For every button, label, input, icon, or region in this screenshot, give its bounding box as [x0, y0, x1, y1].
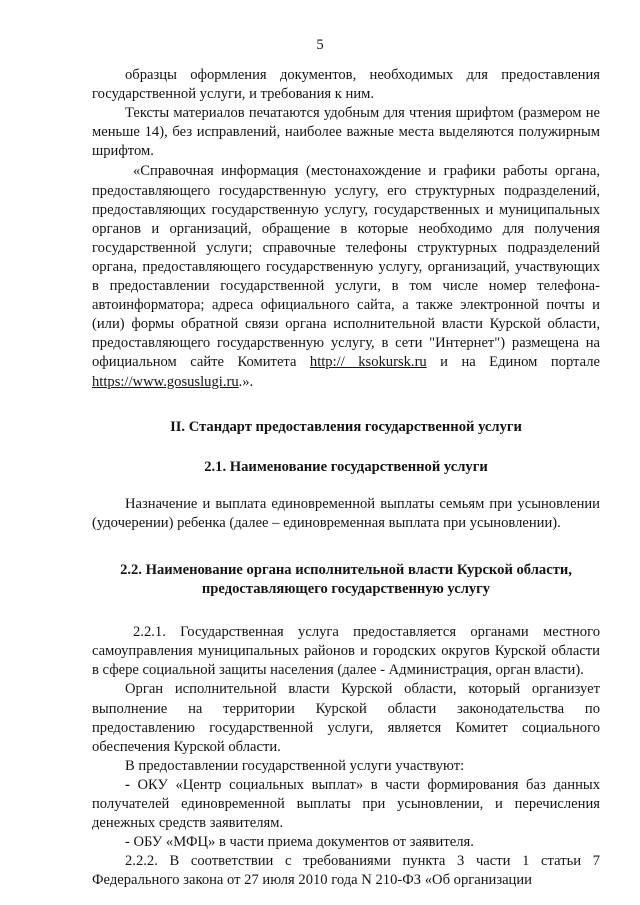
page-content [92, 66, 600, 890]
reference-info-end: .». [238, 373, 254, 390]
reference-info-text: «Справочная информация (местонахождение и графики работы органа, предоставляющего государственную услугу, его структурных подразделений, предоставляющих государственную услугу, государственных и муниципальных органов и организаций, обращение в которые необходимо для получения государственной услуги; справочные телефоны структурных подразделений органа, предоставляющего государственную услугу, организаций, участвующих в предоставлении государственной услуги, в том числе номер телефона-автоинформатора; адреса официального сайта, а также электронной почты и (или) формы обратной связи органа исполнительной власти Курской области, предоставляющего государственную услугу, в сети "Интернет") размещена на официальном сайте Комитета [92, 163, 600, 371]
paragraph-document-samples: образцы оформления документов, необходимых для предоставления государственной услуги, и требования к ним. [92, 67, 600, 103]
paragraph-obu: - ОБУ «МФЦ» в части приема документов от заявителя. [125, 834, 474, 851]
subsection-2-2-heading-line1: 2.2. Наименование органа исполнительной власти Курской области, [120, 561, 572, 578]
paragraph-font-requirements: Тексты материалов печатаются удобным для чтения шрифтом (размером не меньше 14), без исправлений, наиболее важные места выделяются полужирным шрифтом. [92, 105, 600, 160]
section-heading: II. Стандарт предоставления государственной услуги [170, 418, 522, 435]
paragraph-2-2-1: 2.2.1. Государственная услуга предоставляется органами местного самоуправления муниципальных районов и городских округов Курской области в сфере социальной защиты населения (далее - Администрация, орган власти). [92, 624, 600, 679]
subsection-2-2-heading [92, 561, 600, 599]
committee-site-link[interactable]: http:// ksokursk.ru [309, 354, 427, 371]
page-number: 5 [316, 37, 324, 53]
subsection-2-1-heading: 2.1. Наименование государственной услуги [204, 458, 488, 475]
reference-info-mid: и на Едином портале [426, 354, 600, 371]
paragraph-participants: В предоставлении государственной услуги участвуют: [125, 757, 465, 774]
paragraph-2-2-2: 2.2.2. В соответствии с требованиями пункта 3 части 1 статьи 7 Федерального закона от 27 июля 2010 года N 210-ФЗ «Об организации [92, 853, 600, 889]
paragraph-organ: Орган исполнительной власти Курской области, который организует выполнение на территории Курской области законодательства по предоставлению государственной услуги, является Комитет социального обеспечения Курской области. [92, 681, 600, 755]
subsection-2-2-heading-line2: предоставляющего государственную услугу [201, 581, 491, 598]
paragraph-reference-info [92, 162, 600, 391]
gosuslugi-link[interactable]: https://www.gosuslugi.ru [92, 373, 239, 390]
subsection-2-1-text: Назначение и выплата единовременной выплаты семьям при усыновлении (удочерении) ребенка (далее – единовременная выплата при усыновлении). [92, 495, 600, 531]
paragraph-oku [92, 776, 600, 833]
oku-text: ОКУ «Центр социальных выплат» в части формирования баз данных получателей единовременной выплаты при усыновлении, и перечисления денежных средств заявителям. [92, 776, 600, 832]
oku-dash: - [125, 776, 130, 793]
